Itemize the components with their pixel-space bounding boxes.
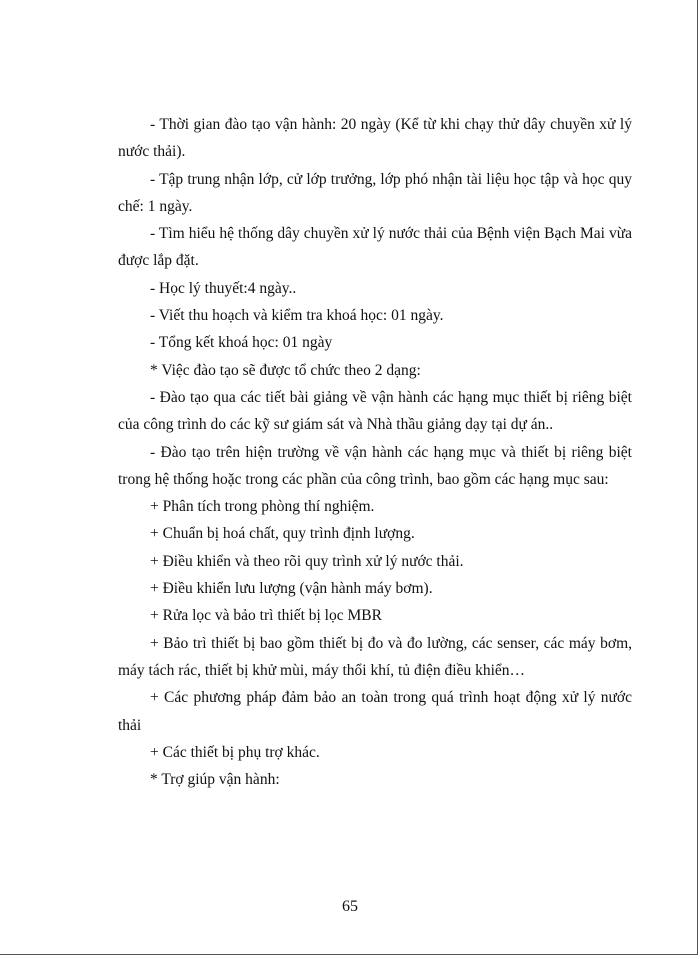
paragraph-class-assembly: - Tập trung nhận lớp, cử lớp trưởng, lớp phó nhận tài liệu học tập và học quy chế: 1 ngày. <box>118 170 632 215</box>
paragraph-theory: - Học lý thuyết:4 ngày.. <box>150 279 297 297</box>
list-item-lab-analysis: + Phân tích trong phòng thí nghiệm. <box>150 498 375 516</box>
list-item-safety-methods: + Các phương pháp đảm bảo an toàn trong quá trình hoạt động xử lý nước thải <box>118 689 632 734</box>
list-item-auxiliary-equipment: + Các thiết bị phụ trợ khác. <box>150 743 320 761</box>
paragraph-training-forms: * Việc đào tạo sẽ được tổ chức theo 2 dạng: <box>150 361 421 379</box>
paragraph-lecture-training: - Đào tạo qua các tiết bài giảng về vận hành các hạng mục thiết bị riêng biệt của công trình do các kỹ sư giám sát và Nhà thầu giảng dạy tại dự án.. <box>118 388 632 434</box>
list-item-mbr-maintenance: + Rửa lọc và bảo trì thiết bị lọc MBR <box>150 607 382 625</box>
paragraph-field-training: - Đào tạo trên hiện trường về vận hành các hạng mục và thiết bị riêng biệt trong hệ thống hoặc trong các phần của công trình, bao gồm các hạng mục sau: <box>118 443 632 488</box>
list-item-process-control: + Điều khiển và theo rõi quy trình xử lý nước thải. <box>150 552 464 570</box>
paragraph-course-summary: - Tổng kết khoá học: 01 ngày <box>150 334 333 352</box>
paragraph-operation-support: * Trợ giúp vận hành: <box>150 771 280 789</box>
paragraph-training-duration: - Thời gian đào tạo vận hành: 20 ngày (Kể từ khi chạy thử dây chuyền xử lý nước thải). <box>118 116 632 161</box>
list-item-chemical-prep: + Chuẩn bị hoá chất, quy trình định lượng. <box>150 525 415 543</box>
paragraph-system-study: - Tìm hiểu hệ thống dây chuyền xử lý nước thải của Bệnh viện Bạch Mai vừa được lắp đặt. <box>118 225 632 270</box>
body-text <box>118 111 632 793</box>
paragraph-report-exam: - Viết thu hoạch và kiểm tra khoá học: 01 ngày. <box>150 307 444 325</box>
page-number: 65 <box>342 898 358 915</box>
list-item-equipment-maintenance: + Bảo trì thiết bị bao gồm thiết bị đo và đo lường, các senser, các máy bơm, máy tách rác, thiết bị khử mùi, máy thổi khí, tủ điện điều khiển… <box>118 634 632 679</box>
list-item-flow-control: + Điều khiển lưu lượng (vận hành máy bơm). <box>150 580 433 598</box>
